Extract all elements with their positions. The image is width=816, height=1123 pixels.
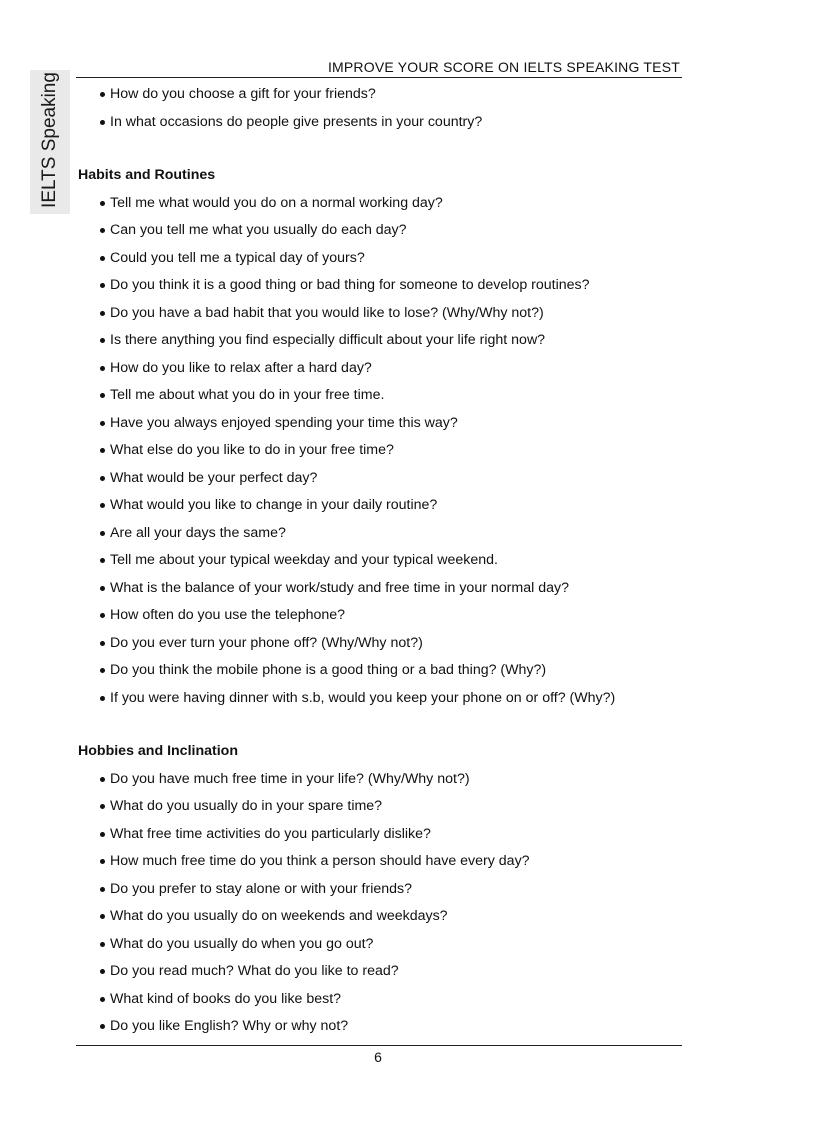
list-item: Tell me about your typical weekday and your typical weekend. [78,550,678,578]
list-item: Is there anything you find especially difficult about your life right now? [78,330,678,358]
list-item: Could you tell me a typical day of yours? [78,248,678,276]
list-item: How do you choose a gift for your friends? [78,84,678,112]
list-item: What free time activities do you particularly dislike? [78,824,678,852]
list-item: Do you think the mobile phone is a good thing or a bad thing? (Why?) [78,660,678,688]
list-item: Tell me what would you do on a normal working day? [78,193,678,221]
list-item: What kind of books do you like best? [78,989,678,1017]
list-item: Do you like English? Why or why not? [78,1016,678,1044]
list-item: Do you read much? What do you like to read? [78,961,678,989]
running-header: IMPROVE YOUR SCORE ON IELTS SPEAKING TEST [327,59,680,75]
side-label: IELTS Speaking [39,72,60,208]
list-item: What else do you like to do in your free time? [78,440,678,468]
intro-question-list [78,84,678,139]
list-item: What do you usually do in your spare time? [78,796,678,824]
list-item: If you were having dinner with s.b, would you keep your phone on or off? (Why?) [78,688,678,716]
list-item: Can you tell me what you usually do each day? [78,220,678,248]
list-item: Do you prefer to stay alone or with your friends? [78,879,678,907]
list-item: Do you have much free time in your life? (Why/Why not?) [78,769,678,797]
list-item: What do you usually do when you go out? [78,934,678,962]
list-item: Do you have a bad habit that you would like to lose? (Why/Why not?) [78,303,678,331]
hobbies-question-list [78,769,678,1044]
list-item: Tell me about what you do in your free time. [78,385,678,413]
section-title-habits: Habits and Routines [78,167,216,183]
list-item: Do you ever turn your phone off? (Why/Why not?) [78,633,678,661]
list-item: Are all your days the same? [78,523,678,551]
habits-question-list [78,193,678,716]
list-item: What is the balance of your work/study and free time in your normal day? [78,578,678,606]
list-item: In what occasions do people give presents in your country? [78,112,678,140]
list-item: How much free time do you think a person should have every day? [78,851,678,879]
list-item: Do you think it is a good thing or bad thing for someone to develop routines? [78,275,678,303]
footer-divider [76,1045,682,1046]
section-title-hobbies: Hobbies and Inclination [78,743,239,759]
list-item: Have you always enjoyed spending your time this way? [78,413,678,441]
list-item: What would be your perfect day? [78,468,678,496]
page-number: 6 [374,1049,382,1065]
page-content [78,84,678,1044]
list-item: What would you like to change in your daily routine? [78,495,678,523]
list-item: How often do you use the telephone? [78,605,678,633]
header-divider [76,77,682,78]
list-item: What do you usually do on weekends and weekdays? [78,906,678,934]
list-item: How do you like to relax after a hard day? [78,358,678,386]
